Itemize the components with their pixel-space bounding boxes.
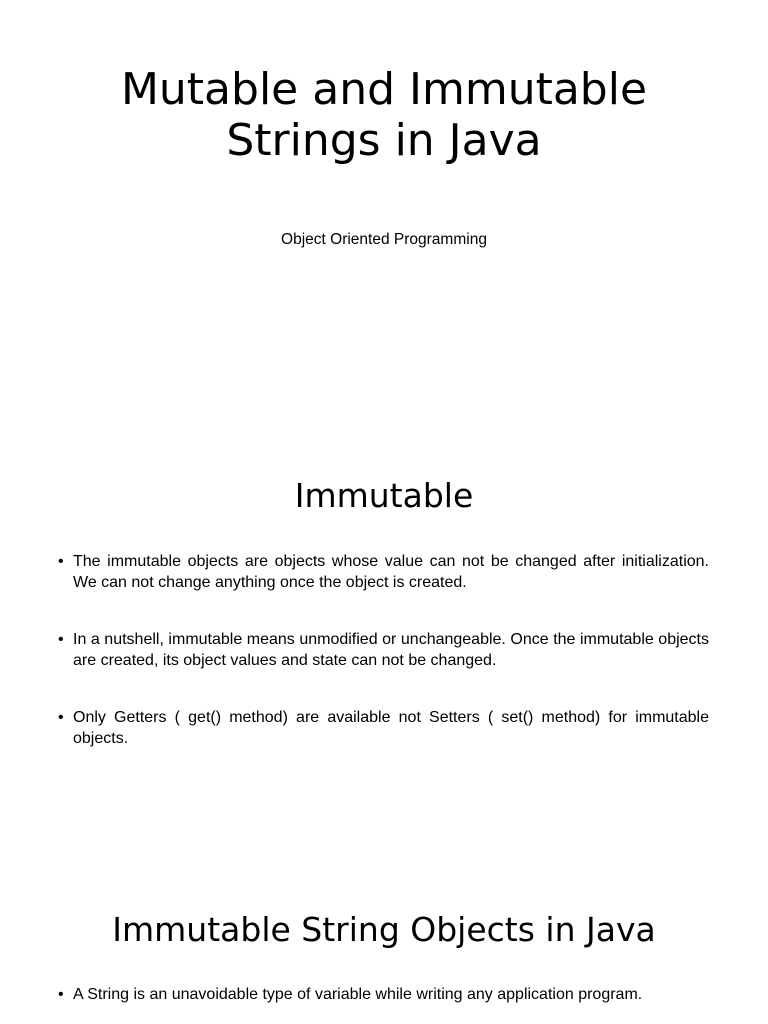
immutable-heading: Immutable	[294, 476, 474, 515]
immutable-string-heading: Immutable String Objects in Java	[112, 910, 656, 949]
page-title: Mutable and Immutable Strings in Java	[120, 64, 648, 166]
bullet-text: The immutable objects are objects whose value can not be changed after initialization. We can not change anything once the object is created.	[73, 553, 709, 591]
title-slide	[0, 0, 768, 430]
bullet-text: A String is an unavoidable type of variable while writing any application program.	[73, 986, 643, 1003]
bullet-icon: •	[58, 553, 64, 570]
bullet-icon: •	[58, 709, 64, 726]
subtitle: Object Oriented Programming	[281, 231, 487, 248]
list-item	[58, 707, 709, 749]
bullet-icon: •	[58, 631, 64, 648]
bullet-icon: •	[58, 986, 64, 1003]
list-item	[58, 629, 709, 671]
bullet-text: In a nutshell, immutable means unmodified or unchangeable. Once the immutable objects are created, its object values and state can not be changed.	[73, 631, 709, 669]
list-item	[58, 984, 709, 1005]
list-item	[58, 551, 709, 593]
bullet-text: Only Getters ( get() method) are available not Setters ( set() method) for immutable objects.	[73, 709, 709, 747]
